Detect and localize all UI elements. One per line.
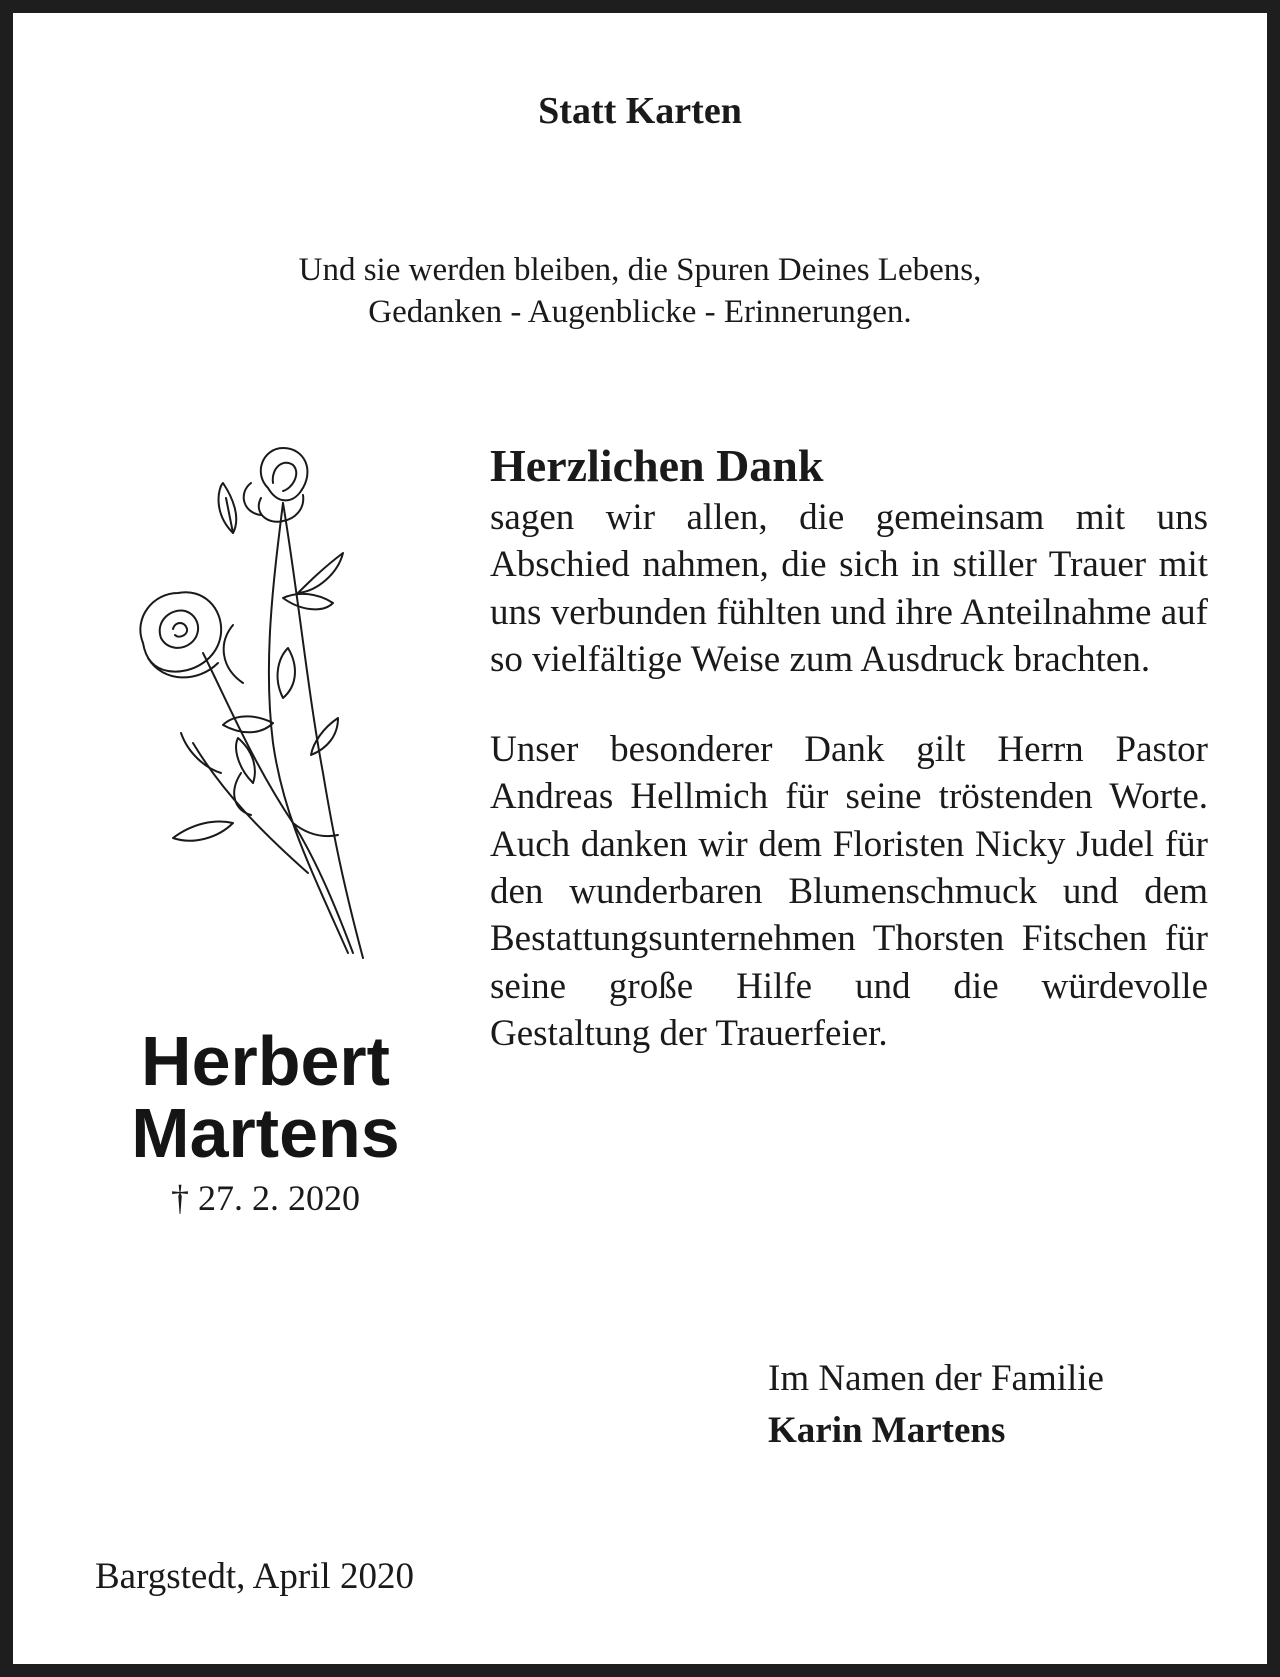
signature-intro: Im Namen der Familie (768, 1358, 1104, 1399)
thanks-section (490, 438, 1208, 1057)
motto (13, 249, 1267, 333)
deceased-name (83, 1022, 448, 1172)
place-date: Bargstedt, April 2020 (95, 1556, 414, 1597)
deceased-first-name: Herbert (141, 1022, 390, 1100)
motto-line-2: Gedanken - Augenblicke - Erinnerungen. (368, 294, 912, 330)
thanks-heading: Herzlichen Dank (490, 440, 824, 491)
header-title: Statt Karten (538, 90, 742, 132)
signature-name: Karin Martens (768, 1410, 1006, 1451)
death-date: † 27. 2. 2020 (171, 1178, 360, 1218)
signature-block (768, 1353, 1104, 1457)
thanks-paragraph-1: sagen wir allen, die gemeinsam mit uns Abschied nahmen, die sich in stiller Trauer mit uns verbunden fühlten und ihre Anteilnahme auf so vielfältige Weise zum Ausdruck brachten. (490, 497, 1208, 680)
deceased-last-name: Martens (131, 1094, 400, 1172)
motto-line-1: Und sie werden bleiben, die Spuren Deines Lebens, (298, 252, 982, 288)
rose-illustration-icon (133, 443, 393, 963)
thanks-paragraph-2: Unser besonderer Dank gilt Herrn Pastor Andreas Hellmich für seine tröstenden Worte. Auch danken wir dem Floristen Nicky Judel für den wunderbaren Blumenschmuck und dem Bestattungsunternehmen Thorsten Fitschen für seine große Hilfe und die würdevolle Gestaltung der Trauerfeier. (490, 729, 1208, 1054)
